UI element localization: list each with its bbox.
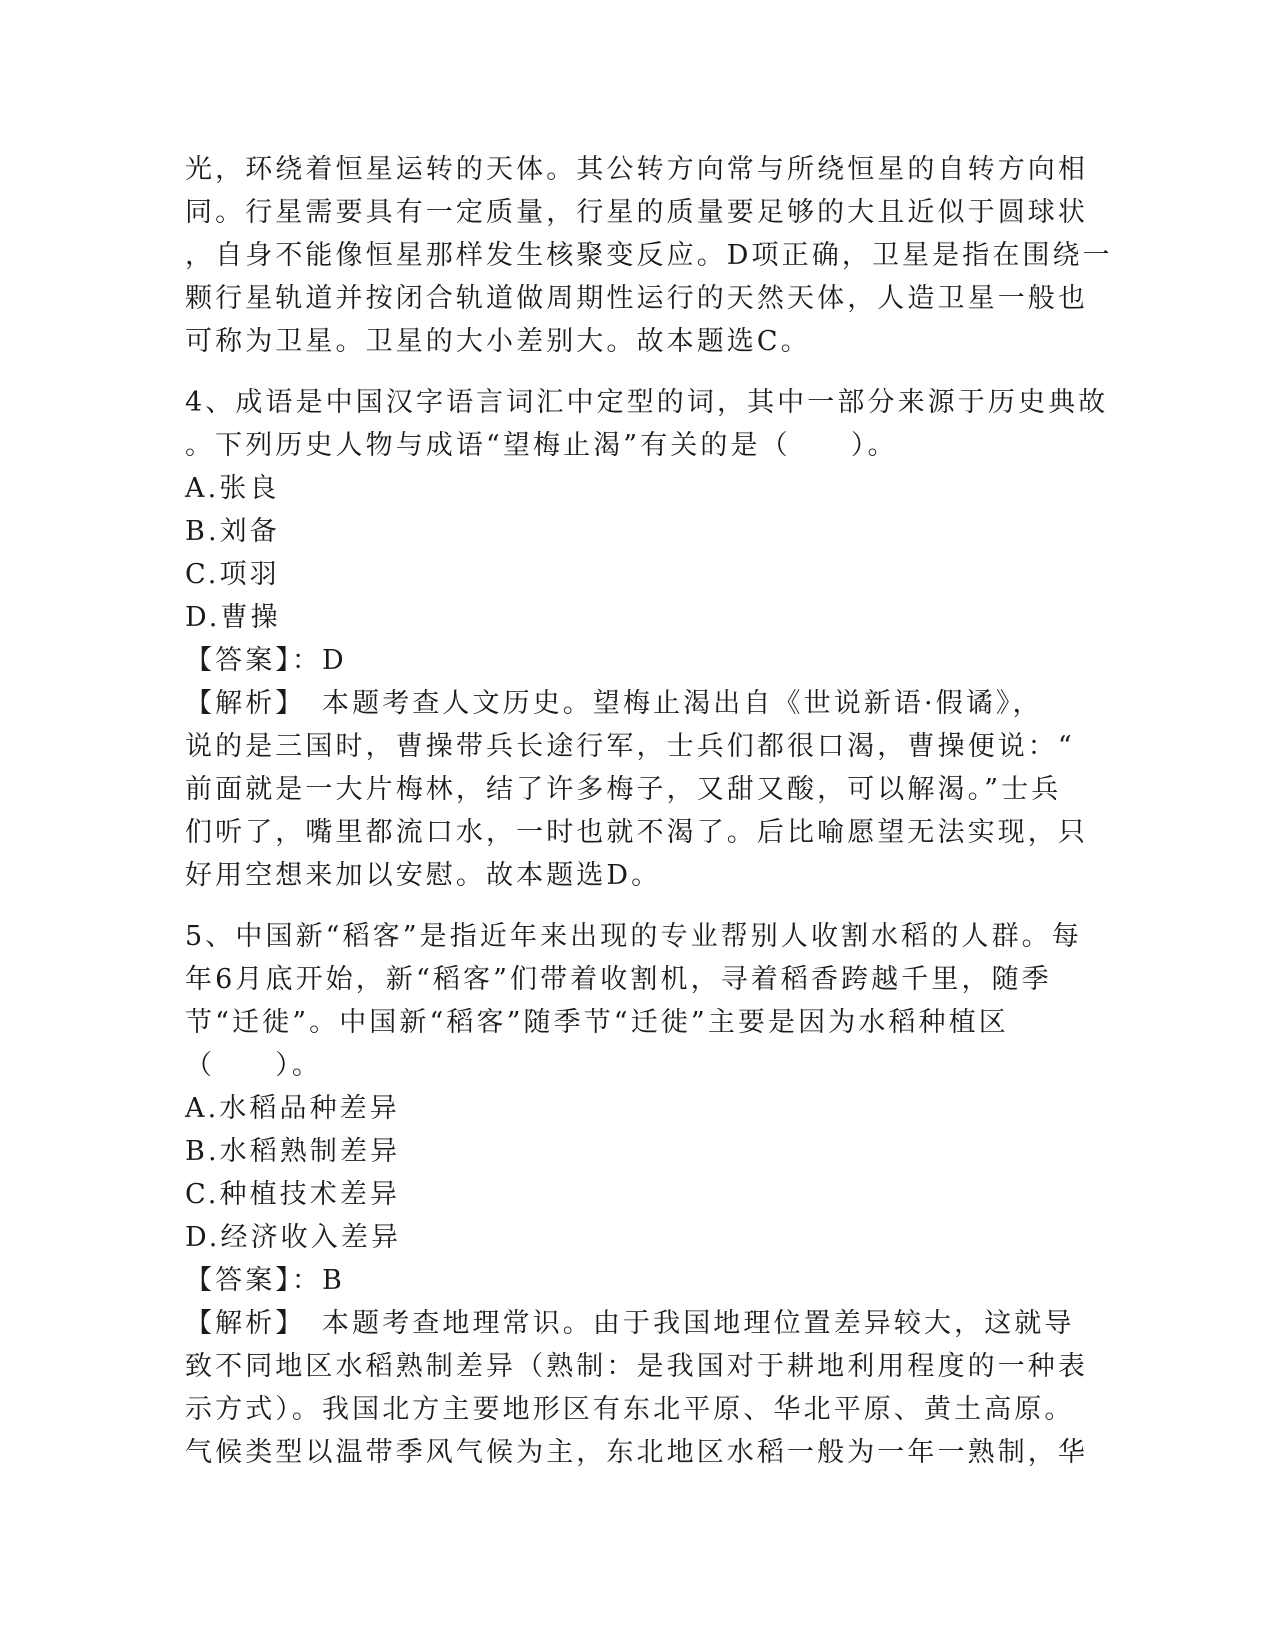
option-c: C.项羽 [185,559,280,590]
paragraph-line: 光，环绕着恒星运转的天体。其公转方向常与所绕恒星的自转方向相 [185,154,1088,185]
answer-line: 【答案】：D [185,645,347,676]
option-a: A.水稻品种差异 [185,1093,400,1124]
option-d: D.经济收入差异 [185,1222,402,1253]
option-a: A.张良 [185,473,280,504]
option-b: B.刘备 [185,516,280,547]
answer-line: 【答案】：B [185,1265,345,1296]
spacer [185,897,1085,915]
question-stem-line: （ ）。 [185,1050,322,1081]
paragraph-line: 可称为卫星。卫星的大小差别大。故本题选C。 [185,326,811,357]
analysis-line: 气候类型以温带季风气候为主，东北地区水稻一般为一年一熟制，华 [185,1437,1088,1468]
option-d: D.曹操 [185,602,281,633]
spacer [185,363,1085,381]
question-stem-line: 4、成语是中国汉字语言词汇中定型的词，其中一部分来源于历史典故 [185,387,1109,418]
analysis-line: 【解析】 本题考查人文历史。望梅止渴出自《世说新语·假谲》， [185,688,1043,719]
document-page [185,148,1113,1474]
question-stem-line: 年6月底开始，新“稻客”们带着收割机，寻着稻香跨越千里，随季 [185,964,1052,995]
paragraph-line: ，自身不能像恒星那样发生核聚变反应。D项正确，卫星是指在围绕一 [185,240,1113,271]
analysis-line: 们听了，嘴里都流口水，一时也就不渴了。后比喻愿望无法实现，只 [185,817,1088,848]
intro-paragraph [185,148,1113,363]
paragraph-line: 同。行星需要具有一定质量，行星的质量要足够的大且近似于圆球状 [185,197,1088,228]
analysis-line: 前面就是一大片梅林，结了许多梅子，又甜又酸，可以解渴。”士兵 [185,774,1062,805]
question-stem-line: 5、中国新“稻客”是指近年来出现的专业帮别人收割水稻的人群。每 [185,921,1082,952]
question-4 [185,381,1109,897]
analysis-line: 好用空想来加以安慰。故本题选D。 [185,860,662,891]
analysis-line: 示方式）。我国北方主要地形区有东北平原、华北平原、黄土高原。 [185,1394,1075,1425]
analysis-line: 【解析】 本题考查地理常识。由于我国地理位置差异较大，这就导 [185,1308,1075,1339]
question-stem-line: 节“迁徙”。中国新“稻客”随季节“迁徙”主要是因为水稻种植区 [185,1007,1009,1038]
analysis-line: 致不同地区水稻熟制差异（熟制：是我国对于耕地利用程度的一种表 [185,1351,1088,1382]
question-5 [185,915,1088,1474]
option-b: B.水稻熟制差异 [185,1136,401,1167]
paragraph-line: 颗行星轨道并按闭合轨道做周期性运行的天然天体，人造卫星一般也 [185,283,1088,314]
analysis-line: 说的是三国时，曹操带兵长途行军，士兵们都很口渴，曹操便说：“ [185,731,1075,762]
question-stem-line: 。下列历史人物与成语“望梅止渴”有关的是（ ）。 [185,430,898,461]
option-c: C.种植技术差异 [185,1179,401,1210]
